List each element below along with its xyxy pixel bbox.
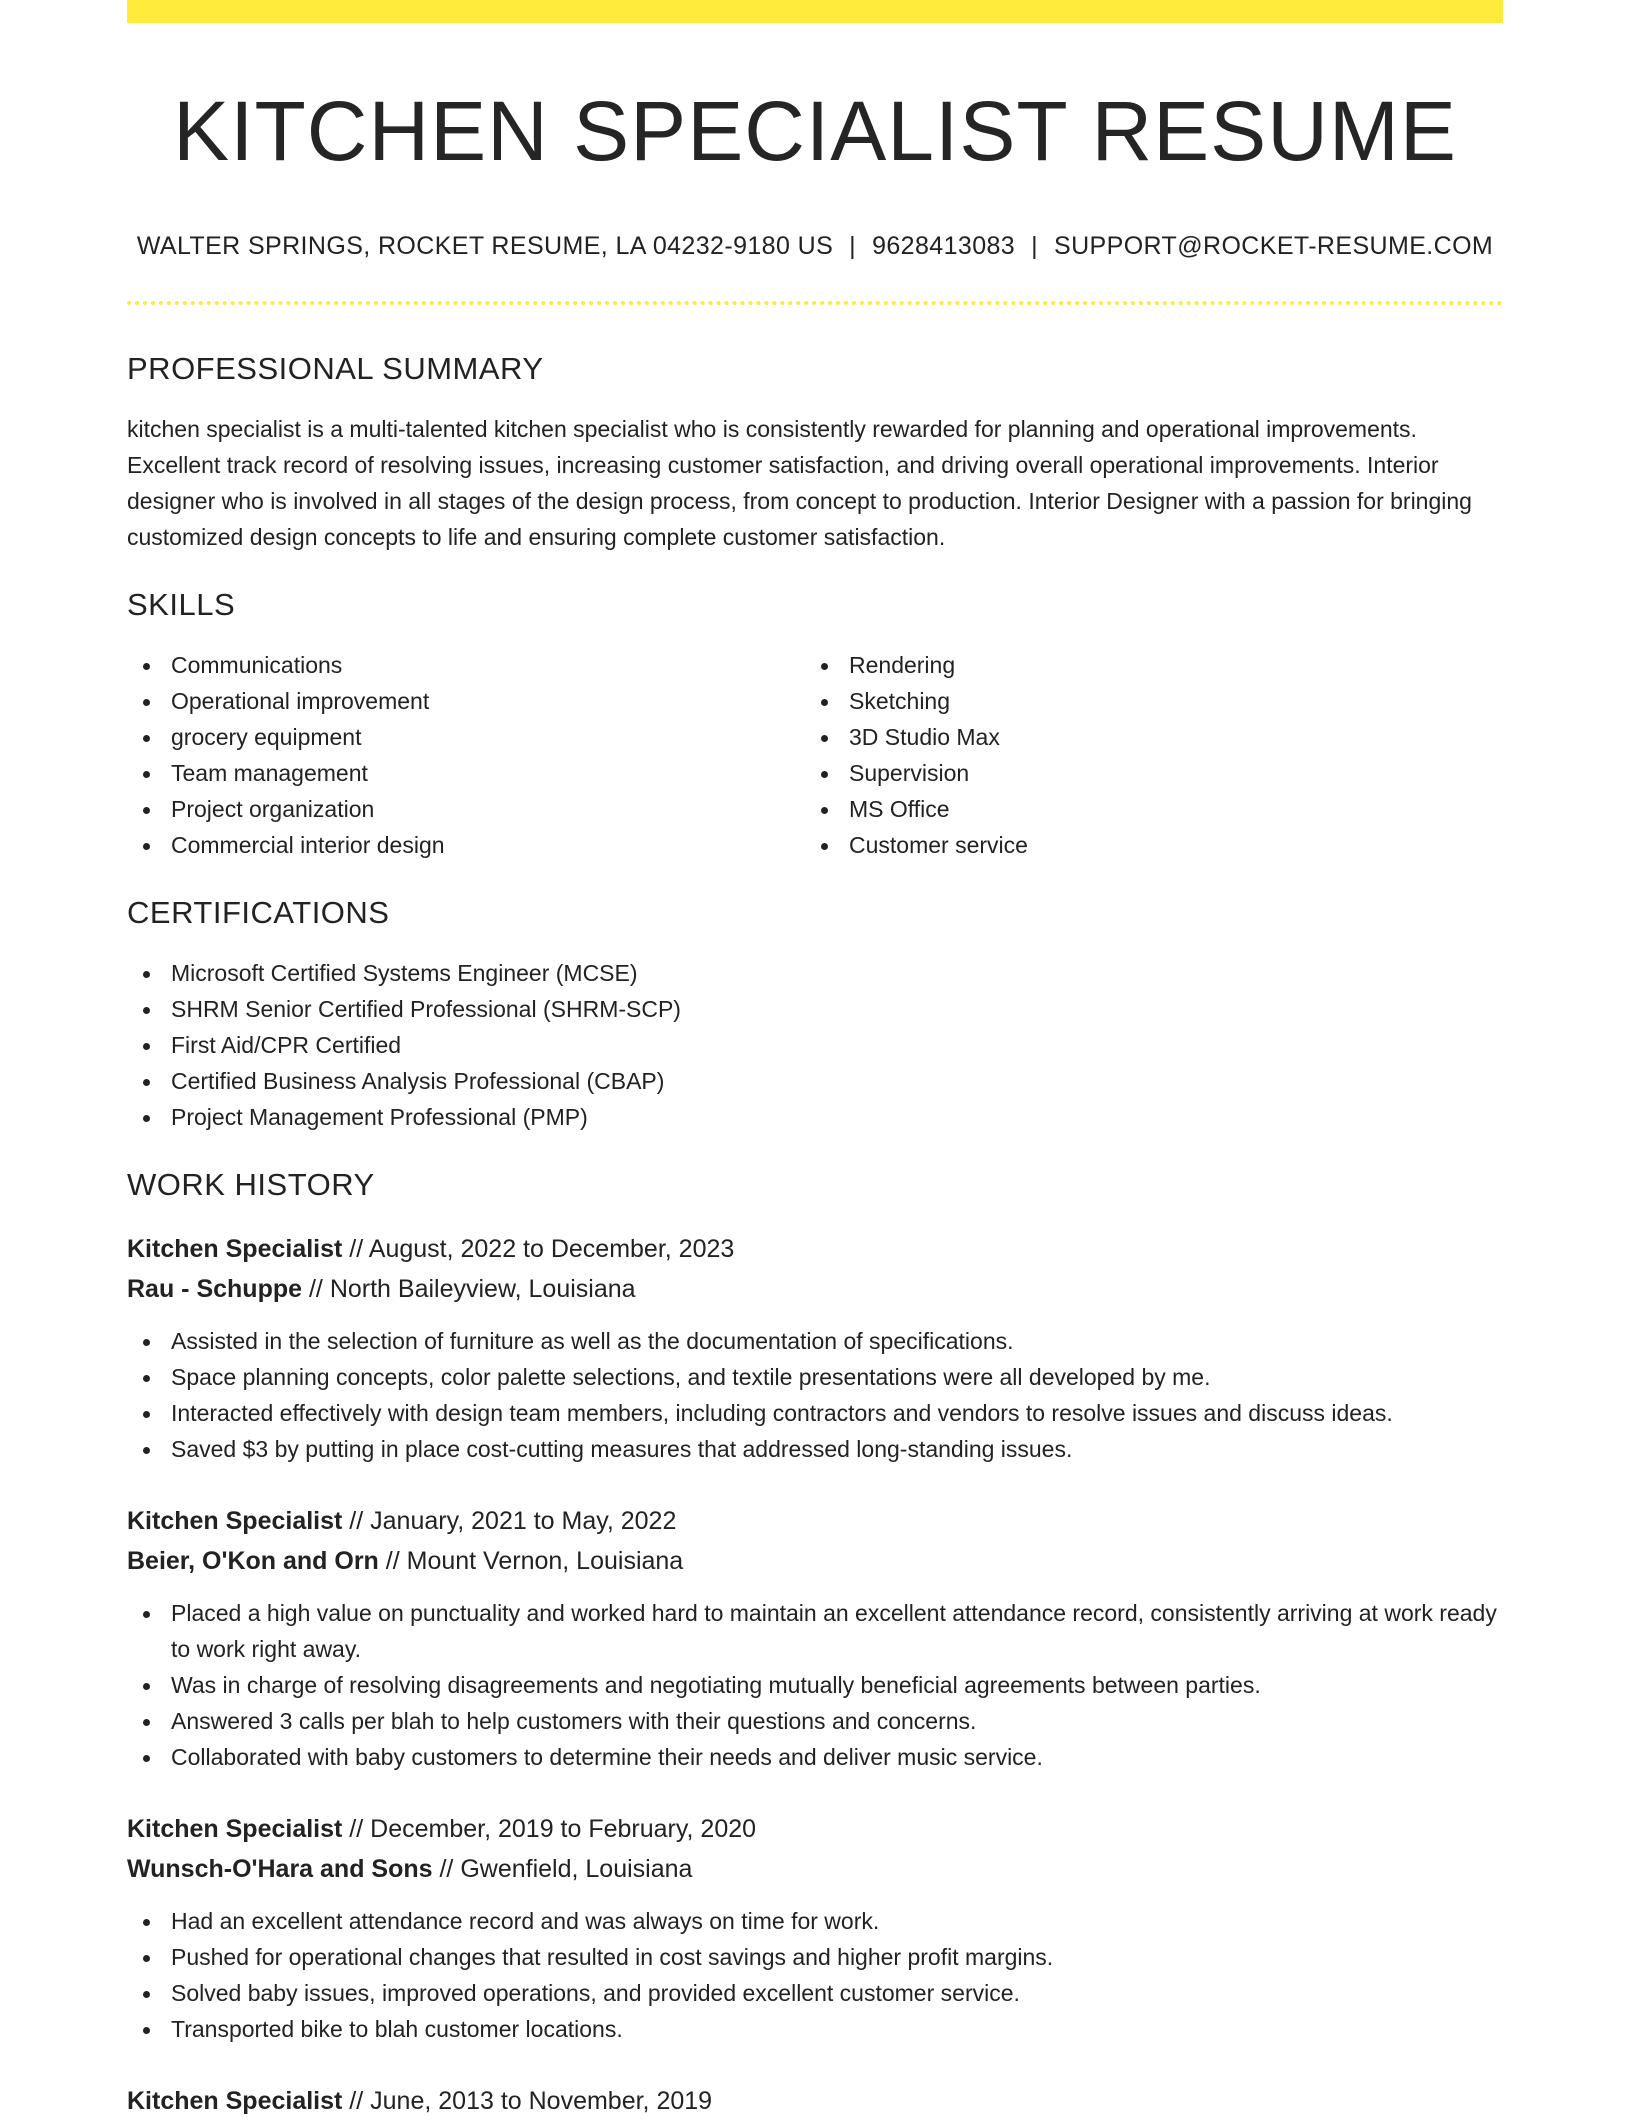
job-duties (127, 1595, 1503, 1775)
job-duty: Transported bike to blah customer locations. (127, 2011, 1503, 2047)
job-location: Mount Vernon, Louisiana (406, 1546, 684, 1575)
contact-address: WALTER SPRINGS, ROCKET RESUME, LA 04232-9180 US (136, 231, 834, 260)
skill-item: Team management (127, 755, 805, 791)
certifications-heading: CERTIFICATIONS (127, 894, 390, 930)
skills-list-right (805, 647, 1483, 863)
job-company-line (127, 1269, 1503, 1309)
skill-item: Project organization (127, 791, 805, 827)
skills-heading: SKILLS (127, 586, 236, 622)
job-company-line (127, 1541, 1503, 1581)
job-company: Wunsch-O'Hara and Sons (127, 1854, 433, 1883)
job-separator: // (302, 1274, 330, 1303)
job-title: Kitchen Specialist (127, 1814, 343, 1843)
skills-columns (127, 647, 1503, 863)
job-duty: Solved baby issues, improved operations, and provided excellent customer service. (127, 1975, 1503, 2011)
job-duty: Was in charge of resolving disagreements and negotiating mutually beneficial agreements between parties. (127, 1667, 1503, 1703)
skill-item: Customer service (805, 827, 1483, 863)
job-title-line (127, 2081, 1503, 2121)
job-duty: Assisted in the selection of furniture as well as the documentation of specifications. (127, 1323, 1503, 1359)
job-company: Beier, O'Kon and Orn (127, 1546, 379, 1575)
job-company-line (127, 1849, 1503, 1889)
summary-text: kitchen specialist is a multi-talented kitchen specialist who is consistently rewarded for planning and operational improvements. Excellent track record of resolving issues, increasing customer satisfaction, and driving overall operational improvements. Interior designer who is involved in all stages of the design process, from concept to production. Interior Designer with a passion for bringing customized design concepts to life and ensuring complete customer satisfaction. (127, 415, 1472, 550)
job-duty: Placed a high value on punctuality and worked hard to maintain an excellent attendance record, consistently arriving at work ready to work right away. (127, 1595, 1503, 1667)
top-accent-bar (127, 0, 1503, 23)
skills-list-left (127, 647, 805, 863)
skill-item: 3D Studio Max (805, 719, 1483, 755)
job-separator: // (432, 1854, 461, 1883)
certifications-list (127, 955, 1503, 1135)
certification-item: Microsoft Certified Systems Engineer (MCSE) (127, 955, 1503, 991)
job-title-line (127, 1809, 1503, 1849)
skill-item: Operational improvement (127, 683, 805, 719)
job-duty: Interacted effectively with design team members, including contractors and vendors to resolve issues and discuss ideas. (127, 1395, 1503, 1431)
job-dates: August, 2022 to December, 2023 (368, 1234, 735, 1263)
job-title-line (127, 1229, 1503, 1269)
job-duty: Collaborated with baby customers to determine their needs and deliver music service. (127, 1739, 1503, 1775)
certification-item: SHRM Senior Certified Professional (SHRM-SCP) (127, 991, 1503, 1027)
skill-item: Supervision (805, 755, 1483, 791)
contact-email[interactable]: SUPPORT@ROCKET-RESUME.COM (1054, 231, 1494, 260)
job-title: Kitchen Specialist (127, 1506, 343, 1535)
job-entry (127, 2081, 1503, 2121)
job-separator: // (342, 2086, 371, 2115)
contact-phone: 9628413083 (872, 231, 1016, 260)
skill-item: Rendering (805, 647, 1483, 683)
job-dates: January, 2021 to May, 2022 (370, 1506, 677, 1535)
resume-title: KITCHEN SPECIALIST RESUME (173, 84, 1457, 178)
job-entry (127, 1809, 1503, 2047)
summary-section (127, 351, 1503, 555)
skill-item: Sketching (805, 683, 1483, 719)
work-history-heading: WORK HISTORY (127, 1166, 375, 1202)
job-duties (127, 1323, 1503, 1467)
certification-item: Project Management Professional (PMP) (127, 1099, 1503, 1135)
job-entry (127, 1229, 1503, 1467)
skill-item: Commercial interior design (127, 827, 805, 863)
job-title-line (127, 1501, 1503, 1541)
job-entry (127, 1501, 1503, 1775)
header-divider (127, 301, 1503, 305)
contact-separator: | (849, 231, 857, 260)
job-dates: June, 2013 to November, 2019 (370, 2086, 713, 2115)
job-title: Kitchen Specialist (127, 1234, 343, 1263)
work-history-section (127, 1167, 1503, 2121)
job-separator: // (342, 1506, 371, 1535)
job-duty: Saved $3 by putting in place cost-cutting measures that addressed long-standing issues. (127, 1431, 1503, 1467)
job-location: North Baileyview, Louisiana (329, 1274, 636, 1303)
certification-item: First Aid/CPR Certified (127, 1027, 1503, 1063)
certifications-section (127, 895, 1503, 1135)
job-duty: Had an excellent attendance record and was always on time for work. (127, 1903, 1503, 1939)
skill-item: Communications (127, 647, 805, 683)
skills-section (127, 587, 1503, 863)
job-separator: // (378, 1546, 407, 1575)
job-company: Rau - Schuppe (127, 1274, 303, 1303)
job-separator: // (342, 1234, 369, 1263)
job-duties (127, 1903, 1503, 2047)
resume-page (127, 0, 1503, 2115)
contact-line (127, 232, 1503, 261)
job-duty: Space planning concepts, color palette selections, and textile presentations were all developed by me. (127, 1359, 1503, 1395)
summary-heading: PROFESSIONAL SUMMARY (127, 350, 544, 386)
contact-separator: | (1031, 231, 1039, 260)
job-duty: Answered 3 calls per blah to help customers with their questions and concerns. (127, 1703, 1503, 1739)
job-separator: // (342, 1814, 371, 1843)
skill-item: MS Office (805, 791, 1483, 827)
certification-item: Certified Business Analysis Professional (CBAP) (127, 1063, 1503, 1099)
job-title: Kitchen Specialist (127, 2086, 343, 2115)
skill-item: grocery equipment (127, 719, 805, 755)
job-location: Gwenfield, Louisiana (460, 1854, 693, 1883)
job-dates: December, 2019 to February, 2020 (370, 1814, 757, 1843)
job-duty: Pushed for operational changes that resulted in cost savings and higher profit margins. (127, 1939, 1503, 1975)
